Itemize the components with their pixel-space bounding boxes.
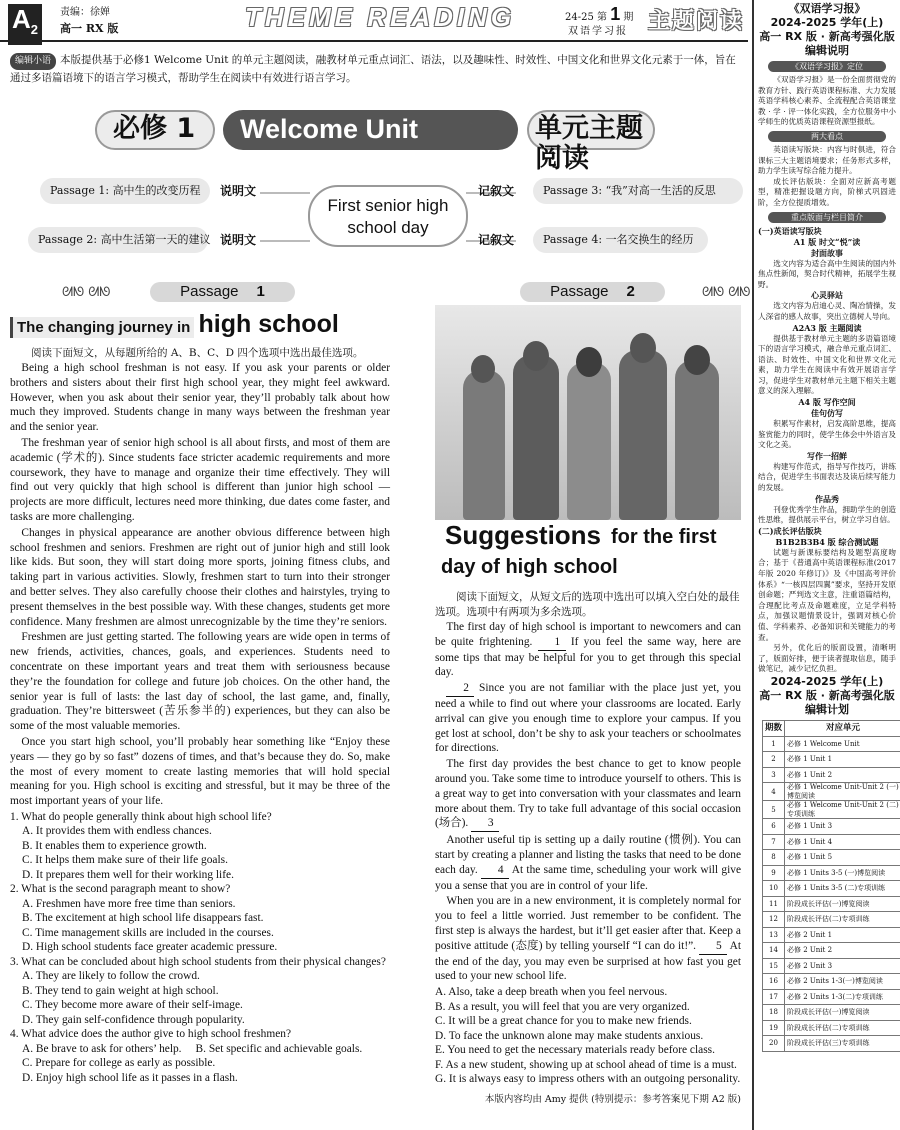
sidebar-editorial <box>752 0 900 1130</box>
table-header-row <box>763 720 900 736</box>
paragraph: Freshmen are just getting started. The following years are wide open in terms of new friends, activities, chances, goals, and experiences. Students need to concentrate on these important years and treat them with seriousness because they’re the foundation for college and future job choices. On the other hand, the senior year is full of lasts: the last day of school, the last game, and, finally, graduation. They’re bittersweet (苦乐参半的) experiences, but they can also be some of the most valuable memories. <box>10 631 390 733</box>
sidebar-text: 试题与新课标要结构及题型高度吻合；基于《普通高中英语课程标准(2017 年版 2020 年修订)》及《中国高考评价体系》“一核四层四翼”要求，坚持开发原创命题；严判选文主意，注重语篇结构，合理配比考点及命题难度，立足学科特点，加强议题情景设计，强调对核心价值、学科素养、必备知识和关键能力的考查。 <box>758 547 896 642</box>
passage2-body <box>435 620 741 984</box>
answer-blank[interactable]: 4 <box>481 863 509 879</box>
sidebar-text: 选文内容为启迪心灵、陶冶情操，发人深省的感人故事，突出立德树人导向。 <box>758 301 896 321</box>
sidebar-text: 成长评估版块：全面对应新高考题型，精准把握设题方向，阶梯式巩固进阶，全方位提质增效。 <box>758 176 896 207</box>
question-option[interactable]: A. It provides them with endless chances. <box>22 825 212 838</box>
table-row <box>763 752 900 768</box>
paragraph: The freshman year of senior high school is all about firsts, and most of them are academic (学术的). Since students face stricter academic requirements and more coursework, they have to manage and organize their time effectively. They will find out very quickly that high school is different than junior high school — projects are more difficult, lectures need more thinking, due dates come faster, and tasks are more challenging. <box>10 436 390 523</box>
paragraph: Being a high school freshman is not easy. If you ask your parents or older brothers and sisters about their first high school year, they might feel awkward. However, when you ask about their senior year, they’ll probably talk about how much they improved. Students change in many ways between the freshman year and the senior year. <box>10 362 390 434</box>
passage1-questions <box>10 810 390 1086</box>
unit-cell: 必修 1 Units 3-5 (二)专项训练 <box>785 881 900 897</box>
unit-cell: 必修 1 Welcome Unit-Unit 2 (二)专项训练 <box>785 801 900 819</box>
photo-figure <box>675 360 719 520</box>
page-header <box>0 0 748 42</box>
choice-option[interactable]: B. As a result, you will feel that you are very organized. <box>435 1000 690 1013</box>
answer-blank[interactable]: 3 <box>471 816 499 832</box>
passage-map-p2 <box>28 227 268 253</box>
unit-cell: 阶段成长评估(二)专项训练 <box>785 1020 900 1036</box>
table-row <box>763 1036 900 1052</box>
editor-note-text: 本版提供基于必修1 Welcome Unit 的单元主题阅读，融教材单元重点词汇、语法，以及趣味性、时效性、中国文化和世界文化元素于一体，旨在通过多语篇语境下的语言学习模式，帮助学生在阅读中有效进行语言学习。 <box>10 54 736 84</box>
unit-cell: 必修 1 Unit 5 <box>785 850 900 866</box>
passage1-title-big: high school <box>198 310 339 338</box>
paragraph <box>435 757 741 832</box>
passage2-title-part3: day of high school <box>441 556 618 578</box>
choice-option[interactable]: F. As a new student, showing up at school ahead of time is a must. <box>435 1058 737 1071</box>
sidebar-heading: 编辑说明 <box>805 44 849 57</box>
paragraph-text: The first day of high school is important to newcomers and can be quite frightening. <box>435 621 741 648</box>
issue-number-cell: 15 <box>763 958 785 974</box>
passage-map-label: Passage 2: 高中生活第一天的建议 <box>28 227 208 253</box>
passage-map-label: Passage 4: 一名交换生的经历 <box>533 227 708 253</box>
question-stem: 4. What advice does the author give to high school freshmen? <box>10 1028 291 1041</box>
question-option[interactable]: B. They tend to gain weight at high school. <box>22 984 219 997</box>
table-row <box>763 767 900 783</box>
sidebar-content <box>754 0 900 1054</box>
paper-name: 双语学习报 <box>568 26 628 37</box>
question-option[interactable]: A. Freshmen have more free time than seniors. <box>22 897 236 910</box>
sidebar-text: 刊登优秀学生作品，拥助学生的创造性思维，提供展示平台，树立学习自信。 <box>758 504 896 525</box>
question-option[interactable]: A. They are likely to follow the crowd. <box>22 970 200 983</box>
passage2-title-part1: Suggestions <box>439 520 607 551</box>
photo-figure <box>463 370 505 520</box>
passage1-label-word: Passage <box>180 283 239 300</box>
table-row <box>763 1020 900 1036</box>
sidebar-subheading: (一)英语读写版块 <box>758 225 822 236</box>
passage2 <box>435 305 741 1105</box>
question-stem: 2. What is the second paragraph meant to show? <box>10 883 231 896</box>
sidebar-column-name: A4 版 写作空间 <box>798 397 856 408</box>
table-row <box>763 736 900 752</box>
sidebar-edition: 高一 RX 版 · 新高考强化版 <box>759 30 895 43</box>
table-row <box>763 896 900 912</box>
sidebar-text: 提供基于教材单元主题的多语篇语境下的语言学习模式，融合单元重点词汇、语法、时效性、中国文化和世界文化元素，助力学生在阅读中有效开展语言学习，促进学生对教材单元主题下相关主题意义的深入理解。 <box>758 333 896 396</box>
photo-figure-head <box>576 347 602 377</box>
issue-number-cell: 7 <box>763 834 785 850</box>
eyes-icon: ᘛᘚ ᘛᘚ <box>62 285 111 300</box>
answer-blank[interactable]: 2 <box>446 681 474 697</box>
sidebar-column-name: 作品秀 <box>815 493 839 504</box>
paragraph <box>435 681 741 756</box>
choice-option[interactable]: A. Also, take a deep breath when you feel nervous. <box>435 986 668 999</box>
question-option[interactable]: A. Be brave to ask for others’ help. <box>22 1042 182 1055</box>
sidebar-column-name: B1B2B3B4 版 综合测试题 <box>775 536 879 547</box>
schedule-body <box>763 736 900 1051</box>
choice-option[interactable]: G. It is always easy to impress others with an outgoing personality. <box>435 1073 741 1086</box>
passage1-instruction: 阅读下面短文，从每题所给的 A、B、C、D 四个选项中选出最佳选项。 <box>31 347 364 359</box>
unit-cell: 必修 1 Unit 2 <box>785 767 900 783</box>
editor-name: 责编：徐婵 <box>60 7 110 18</box>
unit-cell: 必修 1 Welcome Unit-Unit 2 (一)博览阅读 <box>785 783 900 801</box>
passage2-label-no: 2 <box>626 283 635 300</box>
issue-number-cell: 16 <box>763 974 785 990</box>
page-number <box>8 4 42 45</box>
photo-figure <box>513 355 559 520</box>
issue-number-cell: 20 <box>763 1036 785 1052</box>
table-row <box>763 958 900 974</box>
sidebar-text: 构建写作范式，指导写作技巧，讲练结合，促进学生书面表达及读后续写能力的发展。 <box>758 461 896 493</box>
sidebar-text: 《双语学习报》是一份全面贯彻党的教育方针、践行英语课程标准、大力发展英语学科核心素养、全流程配合英语课堂教 · 学 · 评一体化实践，全方位服务中小学师生的优质英语课程资源型报纸。 <box>758 75 896 127</box>
paragraph: Once you start high school, you’ll probably hear something like “Enjoy these years — they go by so fast” dozens of times, and that’s because they do. So, make the most of every moment to create lasting memories that will hold special meaning for you. High school is exciting and stressful, but it may be three of the most important years of your life. <box>10 735 390 808</box>
photo-figure-head <box>471 355 495 383</box>
page-letter: A <box>12 4 31 34</box>
choice-option[interactable]: D. To face the unknown alone may make students anxious. <box>435 1029 704 1042</box>
issue-number-cell: 3 <box>763 767 785 783</box>
question-option[interactable]: B. It enables them to experience growth. <box>22 839 207 852</box>
unit-cell: 必修 2 Unit 2 <box>785 943 900 959</box>
plan-edition: 高一 RX 版 · 新高考强化版 <box>759 688 895 702</box>
paragraph-text: The first day provides the best chance to get to know people around you. Take some time to introduce yourself to others. This is a great way to get into conversation with your classmates and learn more about them. Try to take full advantage of this social occasion (场合). <box>435 758 741 830</box>
sidebar-section: 重点版面与栏目简介 <box>768 212 886 223</box>
choice-option[interactable]: E. You need to get the necessary materials ready before class. <box>435 1044 715 1057</box>
table-row <box>763 834 900 850</box>
question-option[interactable]: D. It prepares them well for their working life. <box>22 868 234 881</box>
issue-number-cell: 18 <box>763 1005 785 1021</box>
theme-title-zh: 主题阅读 <box>648 9 745 34</box>
question-stem: 1. What do people generally think about high school life? <box>10 810 272 823</box>
sidebar-column-name: 心灵驿站 <box>811 290 843 301</box>
table-row <box>763 989 900 1005</box>
passage-map-type: 记叙文 <box>478 233 515 247</box>
sidebar-column-name: 封面故事 <box>811 247 843 258</box>
paragraph-text: At the same time, scheduling your work will give you a sense that you are in control of your life. <box>435 863 741 892</box>
issue-number-cell: 5 <box>763 801 785 819</box>
sidebar-text: 积累写作素材，启发高阶思维，提高鉴赏能力的同时，使学生体会中外语言及文化之美。 <box>758 419 896 450</box>
issue-number-cell: 2 <box>763 752 785 768</box>
question-option[interactable]: D. They gain self-confidence through popularity. <box>22 1013 245 1026</box>
issue-prefix: 24-25 第 <box>565 12 608 23</box>
table-row <box>763 819 900 835</box>
unit-cell: 必修 2 Unit 1 <box>785 927 900 943</box>
passage-map-p3 <box>478 178 746 204</box>
question-option[interactable]: B. The excitement at high school life disappears fast. <box>22 912 264 925</box>
sidebar-column-name: 佳句仿写 <box>811 408 843 419</box>
unit-cell: 必修 2 Unit 3 <box>785 958 900 974</box>
unit-banner <box>95 108 655 174</box>
editor-note-tag: 编辑小语 <box>10 53 56 70</box>
passage2-title-part2: for the first <box>611 526 717 548</box>
paragraph: Changes in physical appearance are another obvious difference between high school freshmen and seniors. Freshmen are right out of junior high and still look like kids. But soon, they will start doing more sports, joining fitness clubs, and taking part in various activities. Slowly, freshmen start to turn into their stronger and better selves. They also carefully choose their clothes and hairstyles, trying to present themselves in the best possible way. With these changes, students get more confidence. Many freshmen are almost unrecognizable by the time they’re seniors. <box>10 526 390 628</box>
paragraph-text: Since you are not familiar with the place just yet, you need a while to find out where your classrooms are located. Early arrival can give you enough time to explore your campus. If you get lost at school, don’t be shy to ask your teachers or schoolmates for directions. <box>435 682 741 755</box>
unit-cell: 必修 1 Unit 4 <box>785 834 900 850</box>
answer-blank[interactable]: 1 <box>538 635 566 651</box>
issue-number-cell: 12 <box>763 912 785 928</box>
table-row <box>763 974 900 990</box>
photo-figure-head <box>523 341 549 371</box>
sidebar-section: 《双语学习报》定位 <box>768 61 886 72</box>
theme-title-en: THEME READING <box>245 2 516 32</box>
page-sub: 2 <box>30 22 39 38</box>
table-row <box>763 943 900 959</box>
sidebar-column-name: 写作一招鲜 <box>807 450 847 461</box>
paragraph <box>435 833 741 893</box>
passage1-label-no: 1 <box>256 283 265 300</box>
sidebar-section: 两大看点 <box>768 131 886 142</box>
paragraph-text: If you feel the same way, here are some tips that may be helpful for you to get through this special day. <box>435 635 741 679</box>
sidebar-year: 2024-2025 学年(上) <box>770 16 884 29</box>
passage-map-p4 <box>478 227 728 253</box>
unit-cell: 必修 1 Units 3-5 (一)博览阅读 <box>785 865 900 881</box>
unit-cell: 必修 1 Unit 3 <box>785 819 900 835</box>
paragraph-text: At the end of the day, you may even be surprised at how fast you get used to your new school life. <box>435 939 741 983</box>
passage1 <box>10 310 390 1085</box>
question-option[interactable]: C. Prepare for college as early as possible. <box>22 1057 216 1070</box>
sidebar-column-name: A2A3 版 主题阅读 <box>792 322 862 333</box>
unit-cell: 必修 2 Units 1-3(二)专项训练 <box>785 989 900 1005</box>
table-row <box>763 912 900 928</box>
students-photo <box>435 305 741 520</box>
photo-figure <box>619 350 667 520</box>
sidebar-text: 英语读写版块：内容与时俱进，符合课标三大主题语境要求；任务形式多样，助力学生读写综合能力提升。 <box>758 144 896 176</box>
passage1-body <box>10 361 390 809</box>
passage-map-type: 说明文 <box>220 233 257 247</box>
passage2-label-word: Passage <box>550 283 609 300</box>
issue-number-cell: 6 <box>763 819 785 835</box>
unit-cell: 必修 1 Unit 1 <box>785 752 900 768</box>
unit-cell: 阶段成长评估(三)专项训练 <box>785 1036 900 1052</box>
answer-blank[interactable]: 5 <box>699 939 727 955</box>
passage-map-label: Passage 3: “我”对高一生活的反思 <box>533 178 743 204</box>
paragraph <box>435 894 741 984</box>
issue-number-cell: 1 <box>763 736 785 752</box>
unit-cell: 必修 1 Welcome Unit <box>785 736 900 752</box>
theme-cloud: First senior high school day <box>308 185 468 247</box>
issue-number: 1 <box>610 4 621 24</box>
sidebar-title: 《双语学习报》 <box>788 2 866 15</box>
issue-suffix: 期 <box>623 12 634 23</box>
paragraph-text: When you are in a new environment, it is completely normal for you to feel a little worried. Just remember to be confident. The first step is always the hardest, but it’ll get easier after that. Keep a positive attitude (态度) by telling yourself “I can do it!”. <box>435 895 741 952</box>
passage1-title <box>10 310 390 342</box>
photo-figure-head <box>630 333 656 363</box>
banner-unit: Welcome Unit <box>240 114 419 144</box>
sidebar-text: 选文内容为适合高中生阅读的国内外焦点性新闻，契合时代精神，拓展学生视野。 <box>758 258 896 289</box>
passage2-label <box>520 282 665 302</box>
banner-subtitle: 单元主题阅读 <box>535 113 643 174</box>
table-row <box>763 1005 900 1021</box>
passage2-title <box>435 520 741 582</box>
passage2-options <box>435 985 741 1087</box>
question-option[interactable]: C. Time management skills are included in the courses. <box>22 926 274 939</box>
table-row <box>763 865 900 881</box>
passage-map-type: 记叙文 <box>478 184 515 198</box>
table-header: 对应单元 <box>785 720 900 736</box>
table-header: 期数 <box>763 720 785 736</box>
issue-number-cell: 9 <box>763 865 785 881</box>
sidebar-text: 另外，优化后的版面设置，清晰明了，版面好排，便于读者提取信息，随手做笔记，减少记忆负担。 <box>758 643 896 674</box>
passage-map-p1 <box>40 178 270 204</box>
passage1-title-small: The changing journey in <box>10 317 194 338</box>
unit-cell: 阶段成长评估(一)博览阅读 <box>785 1005 900 1021</box>
paragraph <box>435 620 741 680</box>
eyes-icon: ᘛᘚ ᘛᘚ <box>702 285 751 300</box>
passage-map-label: Passage 1: 高中生的改变历程 <box>40 178 210 204</box>
passage1-label <box>150 282 295 302</box>
issue-number-cell: 14 <box>763 943 785 959</box>
paragraph-text: Another useful tip is setting up a daily routine (惯例). You can start by creating a planner and listing the tasks that need to be done each day. <box>435 834 741 876</box>
issue-number-cell: 19 <box>763 1020 785 1036</box>
issue-number-cell: 4 <box>763 783 785 801</box>
issue-number-cell: 8 <box>763 850 785 866</box>
plan-heading: 编辑计划 <box>805 702 849 716</box>
passage2-instruction: 阅读下面短文，从短文后的选项中选出可以填入空白处的最佳选项。选项中有两项为多余选项。 <box>435 591 740 618</box>
question-stem: 3. What can be concluded about high school students from their physical changes? <box>10 955 386 968</box>
table-row <box>763 801 900 819</box>
table-row <box>763 850 900 866</box>
issue-number-cell: 17 <box>763 989 785 1005</box>
content-credit: 本版内容均由 Amy 提供 (特别提示：参考答案见下期 A2 版) <box>484 1093 741 1105</box>
unit-cell: 阶段成长评估(一)博览阅读 <box>785 896 900 912</box>
issue-number-cell: 10 <box>763 881 785 897</box>
sidebar-column-name: A1 版 时文“悦”读 <box>793 236 861 247</box>
question-option[interactable]: D. High school students face greater academic pressure. <box>22 941 278 954</box>
banner-module: 必修 1 <box>113 113 196 144</box>
unit-cell: 必修 2 Units 1-3(一)博览阅读 <box>785 974 900 990</box>
sidebar-subheading: (二)成长评估版块 <box>758 525 822 536</box>
question-option[interactable]: C. It helps them make sure of their life goals. <box>22 854 228 867</box>
photo-figure-head <box>684 345 710 375</box>
photo-figure <box>567 362 611 520</box>
issue-number-cell: 11 <box>763 896 785 912</box>
passage-map-type: 说明文 <box>220 184 257 198</box>
question-option[interactable]: D. Enjoy high school life as it passes in a flash. <box>22 1071 238 1084</box>
table-row <box>763 783 900 801</box>
editor-note <box>10 52 745 87</box>
question-option[interactable]: B. Set specific and achievable goals. <box>195 1042 363 1055</box>
plan-year: 2024-2025 学年(上) <box>770 674 884 688</box>
unit-cell: 阶段成长评估(二)专项训练 <box>785 912 900 928</box>
table-row <box>763 881 900 897</box>
question-option-row <box>10 1042 390 1057</box>
issue-number-cell: 13 <box>763 927 785 943</box>
choice-option[interactable]: C. It will be a great chance for you to make new friends. <box>435 1015 692 1028</box>
edition-label: 高一 RX 版 <box>60 22 119 35</box>
table-row <box>763 927 900 943</box>
schedule-table <box>762 720 900 1052</box>
question-option[interactable]: C. They become more aware of their self-image. <box>22 999 243 1012</box>
